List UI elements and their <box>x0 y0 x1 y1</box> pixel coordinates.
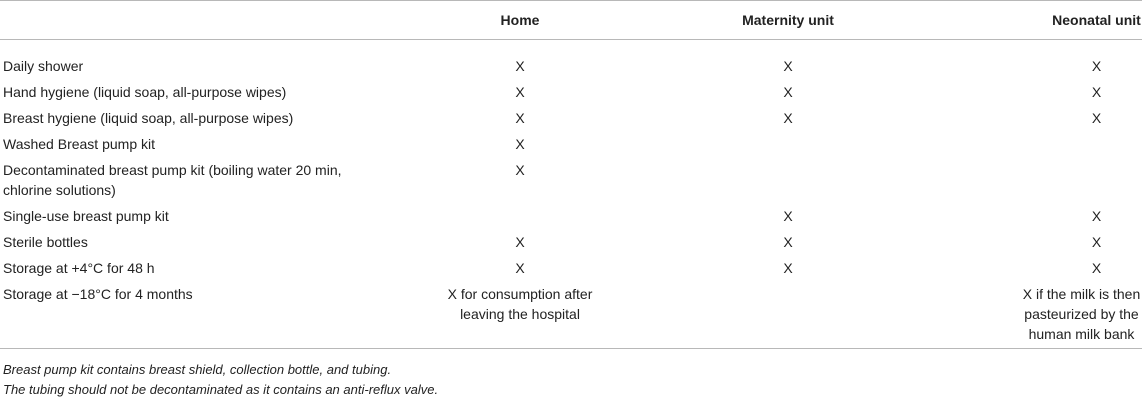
row-label: Sterile bottles <box>3 234 88 250</box>
row-label: Storage at −18°C for 4 months <box>3 286 193 302</box>
table-row <box>0 157 1142 203</box>
footnote: Breast pump kit contains breast shield, collection bottle, and tubing. <box>3 362 392 377</box>
cell-maternity: X <box>783 110 793 126</box>
table-row <box>0 203 1142 229</box>
cell-maternity <box>695 157 881 203</box>
table-row <box>0 281 1142 349</box>
cell-maternity <box>695 131 881 157</box>
header-maternity-unit: Maternity unit <box>742 12 834 28</box>
cell-maternity: X <box>783 260 793 276</box>
table-row <box>0 255 1142 281</box>
cell-neonatal <box>881 157 1142 203</box>
cell-home <box>345 203 695 229</box>
cell-neonatal: X <box>1091 208 1102 224</box>
row-label: Storage at +4°C for 48 h <box>3 260 155 276</box>
cell-maternity: X <box>783 84 793 100</box>
table-row <box>0 229 1142 255</box>
table-header-row <box>0 1 1142 40</box>
cell-maternity: X <box>783 58 793 74</box>
header-empty <box>0 1 345 40</box>
row-label: Decontaminated breast pump kit (boiling water 20 min, chlorine solutions) <box>3 162 342 198</box>
header-neonatal-unit: Neonatal unit <box>1052 12 1141 28</box>
cell-neonatal: X <box>1091 84 1102 100</box>
cell-home: X <box>515 58 525 74</box>
table-footnotes <box>0 349 1142 400</box>
cell-home: X <box>515 234 525 250</box>
cell-maternity <box>695 281 881 349</box>
cell-neonatal: X if the milk is then pasteurized by the human milk bank <box>1022 286 1141 342</box>
header-home: Home <box>500 12 540 28</box>
footnote: The tubing should not be decontaminated as it contains an anti-reflux valve. <box>3 382 439 397</box>
cell-maternity: X <box>783 208 793 224</box>
cell-maternity: X <box>783 234 793 250</box>
row-label: Hand hygiene (liquid soap, all-purpose wipes) <box>3 84 287 100</box>
table-row <box>0 79 1142 105</box>
cell-neonatal <box>881 131 1142 157</box>
cell-home: X <box>515 260 525 276</box>
cell-neonatal: X <box>1091 260 1102 276</box>
cell-home: X <box>515 110 525 126</box>
row-label: Single-use breast pump kit <box>3 208 169 224</box>
table-row <box>0 105 1142 131</box>
cell-home: X <box>515 84 525 100</box>
cell-neonatal: X <box>1091 234 1102 250</box>
cell-home: X <box>515 162 525 178</box>
row-label: Washed Breast pump kit <box>3 136 155 152</box>
row-label: Breast hygiene (liquid soap, all-purpose wipes) <box>3 110 294 126</box>
cell-neonatal: X <box>1091 58 1102 74</box>
cell-home: X <box>515 136 525 152</box>
row-label: Daily shower <box>3 58 84 74</box>
cell-home: X for consumption after leaving the hospital <box>447 286 593 322</box>
table-row <box>0 131 1142 157</box>
table-row <box>0 40 1142 80</box>
cell-neonatal: X <box>1091 110 1102 126</box>
